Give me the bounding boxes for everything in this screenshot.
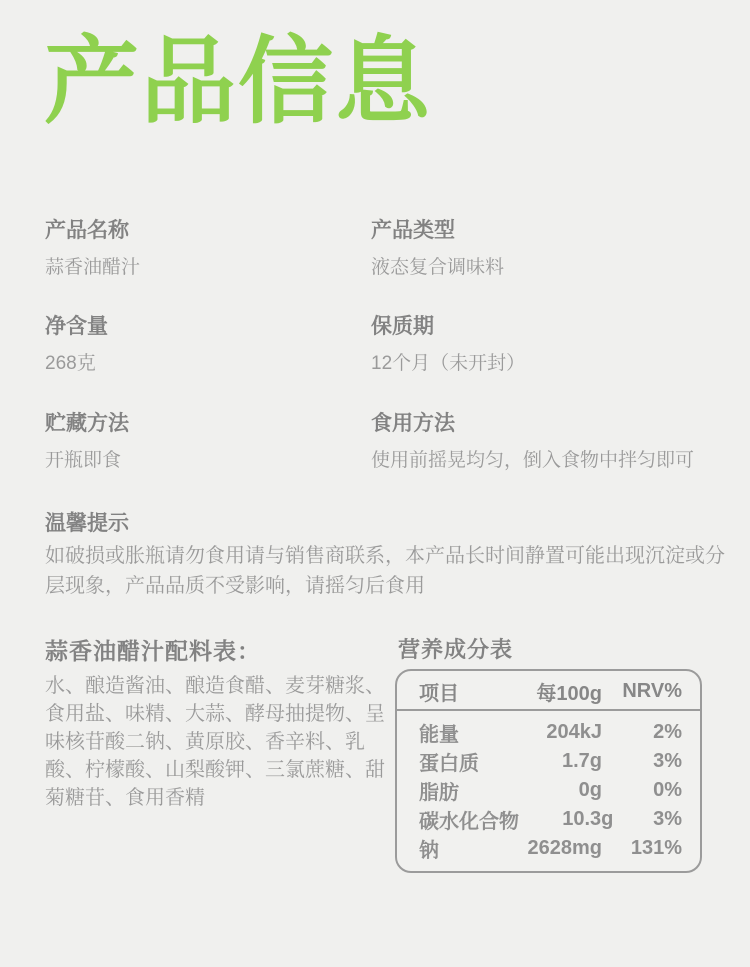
nutrition-row-protein <box>397 747 700 776</box>
nutrition-nrv: 2% <box>653 721 682 743</box>
nutrition-value: 0g <box>578 779 602 801</box>
nutrition-col-per100g: 每100g <box>536 682 602 705</box>
field-label-shelf-life: 保质期 <box>371 315 434 338</box>
nutrition-row-carbohydrate <box>397 805 700 834</box>
field-label-storage: 贮藏方法 <box>45 412 129 435</box>
nutrition-value: 1.7g <box>561 750 602 772</box>
field-label-usage: 食用方法 <box>371 412 455 435</box>
nutrition-nrv: 3% <box>653 808 682 830</box>
nutrition-item: 能量 <box>419 724 459 746</box>
nutrition-row-energy <box>397 718 700 747</box>
nutrition-table <box>395 669 702 873</box>
field-label-product-type: 产品类型 <box>371 219 455 242</box>
nutrition-item: 脂肪 <box>419 782 459 804</box>
nutrition-value: 10.3g <box>562 808 614 830</box>
nutrition-col-nrv: NRV% <box>622 679 682 702</box>
tips-heading: 温馨提示 <box>45 512 129 535</box>
nutrition-row-fat <box>397 776 700 805</box>
field-value-shelf-life: 12个月（未开封） <box>371 353 526 374</box>
ingredients-text: 水、酿造酱油、酿造食醋、麦芽糖浆、食用盐、味精、大蒜、酵母抽提物、呈味核苷酸二钠、黄原胶、香辛料、乳酸、柠檬酸、山梨酸钾、三氯蔗糖、甜菊糖苷、食用香精 <box>45 675 385 809</box>
nutrition-col-item: 项目 <box>419 682 459 705</box>
nutrition-nrv: 0% <box>653 779 682 801</box>
nutrition-header-row <box>397 671 700 711</box>
field-value-product-name: 蒜香油醋汁 <box>45 257 141 278</box>
tips-text: 如破损或胀瓶请勿食用请与销售商联系，本产品长时间静置可能出现沉淀或分层现象，产品品质不受影响，请摇匀后食用 <box>45 545 725 597</box>
nutrition-value: 204kJ <box>546 721 602 743</box>
field-value-usage: 使用前摇晃均匀，倒入食物中拌匀即可 <box>371 450 695 471</box>
ingredients-heading: 蒜香油醋汁配料表： <box>45 638 261 664</box>
nutrition-table-body <box>397 711 700 863</box>
nutrition-value: 2628mg <box>527 837 602 859</box>
nutrition-row-sodium <box>397 834 700 863</box>
field-value-product-type: 液态复合调味料 <box>371 257 505 278</box>
field-value-storage: 开瓶即食 <box>45 450 122 471</box>
field-label-net-weight: 净含量 <box>45 315 108 338</box>
field-label-product-name: 产品名称 <box>45 219 129 242</box>
nutrition-nrv: 131% <box>630 837 682 859</box>
nutrition-nrv: 3% <box>653 750 682 772</box>
field-value-net-weight: 268克 <box>45 353 96 374</box>
nutrition-item: 钠 <box>419 840 439 862</box>
page-title: 产品信息 <box>44 29 433 135</box>
nutrition-item: 蛋白质 <box>419 753 479 775</box>
nutrition-heading: 营养成分表 <box>398 637 514 662</box>
nutrition-item: 碳水化合物 <box>419 811 519 833</box>
